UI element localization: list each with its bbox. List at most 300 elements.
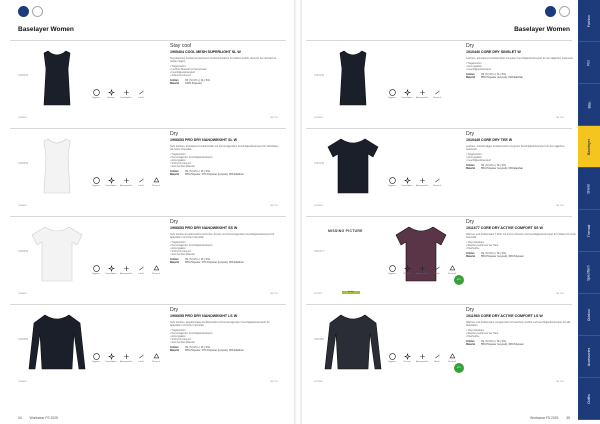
spec-label: Größen: [466, 252, 475, 256]
feature-list: [170, 329, 280, 344]
product-description: Sehr leichtes Funktionsshirt mit kurzen Ärmeln und hervorragendem Feuchtigkeitstransport für Aktivitäten mit hoher Intensität.: [170, 233, 275, 240]
feature-icons: [386, 265, 458, 275]
feature-icon-label: Leicht: [138, 97, 144, 99]
feature-icon-label: Hygiene: [388, 273, 396, 275]
section-title: Baselayer Women: [18, 26, 74, 33]
feature-item: • Atmungsaktiv: [170, 335, 280, 338]
edition-label: Workwear FS 2025: [29, 416, 58, 420]
material-value: 48% Polyester, 37% Polyester (recycelt), 15% Elasthan: [185, 261, 244, 265]
product-info: [466, 219, 576, 258]
feature-icon-item: [135, 265, 147, 275]
feature-icon-label: Recycelt: [433, 185, 441, 187]
product-image: [324, 135, 382, 197]
feature-item: • Schnell trocknend: [170, 250, 280, 253]
size-values: XS | S | M | L | XL | XXL: [185, 346, 211, 350]
size-values: XS | S | M | L | XL | XXL: [185, 170, 211, 174]
spec-label: Material: [170, 261, 180, 265]
feature-icon-item: [105, 177, 117, 187]
spec-label: Material: [466, 76, 476, 80]
product-category: Dry: [170, 307, 179, 313]
missing-picture-label: MISSING PICTURE: [328, 229, 363, 233]
left-footer: [18, 416, 58, 420]
feature-icon-item: [431, 265, 443, 275]
material-value: 85% Polyester (recycelt), 15% Elasthan: [481, 76, 523, 80]
feature-icon-label: Weich: [434, 361, 440, 363]
spec-label: Material: [466, 343, 476, 347]
spec-material: [170, 82, 280, 85]
spec-label: Material: [170, 82, 180, 86]
feature-icon-label: Leicht: [138, 361, 144, 363]
feature-icon-item: [431, 177, 443, 187]
feature-item: • Atmungsaktiv: [170, 159, 280, 162]
feature-item: • Weiches Gefühl auf der Haut: [466, 244, 576, 247]
book-gutter: [294, 0, 302, 424]
feature-icon-item: [90, 177, 102, 187]
feature-icon: [123, 265, 130, 272]
feature-icon-item: [386, 265, 398, 275]
spec-label: Größen: [466, 340, 475, 344]
feature-item: • Hervorragender Feuchtigkeitstransport: [170, 332, 280, 335]
product-card: [10, 128, 286, 213]
feature-list: [170, 153, 280, 168]
product-code-name: 1906655 PRO DRY NANOWEIGHT LS W: [170, 314, 238, 318]
product-code-name: 1906653 PRO DRY NANOWEIGHT SL W: [170, 138, 238, 142]
feature-icon-item: [416, 353, 428, 363]
feature-icons: [90, 265, 162, 275]
feature-icon: [419, 265, 426, 272]
product-card: [306, 304, 572, 389]
feature-item: • Flachnähte: [466, 247, 576, 250]
product-card: [306, 40, 572, 125]
spec-material: [466, 76, 576, 79]
feature-item: • Atmungsaktiv: [170, 247, 280, 250]
feature-item: • Schnell trocknend: [170, 74, 280, 77]
section-title: Baselayer Women: [514, 26, 570, 33]
feature-icon-item: [150, 353, 162, 363]
feature-icon-item: [416, 89, 428, 99]
spec-material: [466, 167, 576, 170]
feature-icon: [123, 177, 130, 184]
left-page-header: [18, 6, 286, 36]
feature-list: [466, 241, 576, 250]
tab-label: Thermal: [587, 224, 591, 237]
spec-label: Material: [466, 255, 476, 259]
product-card: [306, 128, 572, 213]
product-image: [324, 47, 382, 109]
spec-material: [466, 255, 576, 258]
spec-label: Größen: [170, 346, 179, 350]
image-label: 1906653: [18, 250, 29, 253]
color-variant-bar: Farben: [342, 291, 360, 294]
feature-icon-label: Hygiene: [388, 185, 396, 187]
feature-icon-label: Recycelt: [433, 97, 441, 99]
feature-item: • Tragekomfort: [170, 329, 280, 332]
material-value: 100% Polyester: [185, 82, 202, 86]
feature-icon: [419, 353, 426, 360]
size-values: XS | S | M | L | XL | XXL: [481, 340, 507, 344]
left-page: [0, 0, 294, 424]
product-category: Dry: [466, 307, 475, 313]
feature-icon: [108, 177, 115, 184]
image-label: 1910445: [314, 162, 325, 165]
product-category: Dry: [170, 131, 179, 137]
spec-material: [170, 261, 280, 264]
feature-icon-label: Feuchtigkeit: [105, 361, 117, 363]
image-label: 1911677: [314, 250, 324, 253]
item-number: 1911677: [314, 293, 323, 295]
feature-icon: [389, 177, 396, 184]
spec-label: Größen: [170, 79, 179, 83]
feature-icon: [123, 353, 130, 360]
feature-icon: [123, 89, 130, 96]
page-code: B4 79 0: [556, 381, 564, 383]
size-values: XS | S | M | L | XL | XXL: [481, 252, 507, 256]
material-value: 48% Polyester, 37% Polyester (recycelt), 15% Elasthan: [185, 173, 244, 177]
feature-icons: [90, 89, 147, 99]
feature-icon-label: Atmungsaktiv: [416, 97, 429, 99]
right-footer: [530, 416, 570, 420]
product-code-name: 1910445 CORE DRY TEE W: [466, 138, 513, 142]
feature-icon-label: Leicht: [138, 273, 144, 275]
feature-item: • Schnell trocknend: [170, 338, 280, 341]
feature-icon-label: Hygiene: [92, 273, 100, 275]
tab-spezifisch[interactable]: [578, 252, 600, 294]
product-category: Dry: [466, 219, 475, 225]
feature-icon-item: [401, 177, 413, 187]
image-label: 1906655: [18, 338, 29, 341]
feature-icon-label: Recycelt: [152, 361, 160, 363]
feature-icon-item: [90, 89, 102, 99]
product-description: Sehr leichtes, ärmelloses Funktionsshirt mit hervorragendem Feuchtigkeitstransport für Aktivitäten mit hoher Intensität.: [170, 145, 279, 152]
tab-label: Shield: [587, 183, 591, 194]
product-card: [10, 216, 286, 301]
feature-icon: [138, 353, 145, 360]
product-description: Leichtes, kurzärmeliges Funktionsshirt mit gutem Feuchtigkeitstransport für den täglichen Gebrauch.: [466, 145, 565, 152]
partner-logo-icon: [559, 6, 570, 17]
feature-icon-item: [105, 89, 117, 99]
edition-label: Workwear FS 2025: [530, 416, 559, 420]
feature-icon: [138, 265, 145, 272]
product-description: Warmes und funktionales Langarmshirt mit weichem Gefühl und Feuchtigkeitstransport für alle Aktivitäten.: [466, 321, 571, 328]
feature-icon-label: Feuchtigkeit: [120, 97, 132, 99]
feature-icon-label: Hygiene: [388, 361, 396, 363]
feature-icon-item: [431, 353, 443, 363]
product-image: [28, 47, 86, 109]
product-code-name: 1910446 CORE DRY SINGLET W: [466, 50, 521, 54]
feature-icon-item: [431, 89, 443, 99]
feature-icon-label: Hygiene: [92, 361, 100, 363]
feature-icon-label: Thermal: [403, 273, 411, 275]
feature-icon-label: Thermal: [403, 361, 411, 363]
feature-icon-label: Feuchtigkeit: [401, 185, 413, 187]
page-code: B4 79 0: [556, 205, 564, 207]
feature-icon-item: [120, 177, 132, 187]
feature-icon-label: Recycelt: [448, 273, 456, 275]
feature-icon: [108, 353, 115, 360]
feature-icon: [153, 177, 160, 184]
feature-icon: [93, 177, 100, 184]
product-info: [170, 43, 280, 85]
product-info: [466, 307, 576, 346]
spec-label: Größen: [170, 170, 179, 174]
feature-list: [466, 153, 576, 162]
brand-logos: [18, 6, 43, 17]
feature-icon-label: Weich: [434, 273, 440, 275]
feature-icon-item: [150, 265, 162, 275]
tab-label: Baselayer: [587, 138, 591, 155]
feature-icon: [404, 353, 411, 360]
page-code: B4 79 0: [270, 381, 278, 383]
feature-icon-item: [105, 353, 117, 363]
feature-icon: [138, 89, 145, 96]
feature-icon: [434, 177, 441, 184]
feature-icon-item: [401, 89, 413, 99]
partner-logo-icon: [32, 6, 43, 17]
feature-icon-item: [120, 353, 132, 363]
feature-icon-label: Hygiene: [92, 97, 100, 99]
feature-list: [170, 65, 280, 77]
size-values: XS | S | M | L | XL | XXL: [185, 79, 211, 83]
feature-icon-label: Atmungsaktiv: [416, 185, 429, 187]
product-code-name: 1906653 PRO DRY NANOWEIGHT SS W: [170, 226, 238, 230]
spec-label: Material: [170, 173, 180, 177]
material-value: 55% Polyester (recycelt), 45% Polyester: [481, 255, 524, 259]
product-description: Superleichtes Funktionsunterhemd mit Netzeinsätzen für kühles Gefühl, ideal für den Einsatz an heißen Tagen.: [170, 57, 277, 64]
tab-thermal[interactable]: [578, 210, 600, 252]
product-category: Dry: [466, 131, 475, 137]
feature-icon-label: Atmungsaktiv: [120, 361, 133, 363]
feature-icon: [153, 353, 160, 360]
feature-item: • Leichtes Material mit Netzeinsatz: [170, 68, 280, 71]
feature-item: • Hervorragender Feuchtigkeitstransport: [170, 244, 280, 247]
feature-icons: [386, 353, 458, 363]
feature-icons: [386, 177, 443, 187]
feature-list: [466, 329, 576, 338]
feature-icon-item: [386, 353, 398, 363]
item-number: 1910446: [314, 117, 323, 119]
product-card: [10, 40, 286, 125]
product-code-name: 1911677 CORE DRY ACTIVE COMFORT SS W: [466, 226, 543, 230]
feature-icon: [93, 89, 100, 96]
tab-label: Blau: [586, 101, 591, 108]
feature-item: • Atmungsaktiv: [466, 65, 576, 68]
feature-icon-label: Leicht: [138, 185, 144, 187]
feature-item: • Sehr leichtes Material: [170, 253, 280, 256]
feature-icon-item: [386, 89, 398, 99]
spec-label: Größen: [170, 258, 179, 262]
feature-icon: [404, 89, 411, 96]
right-page: [302, 0, 578, 424]
feature-icon: [404, 265, 411, 272]
feature-icons: [90, 353, 162, 363]
tab-outfits[interactable]: [578, 378, 600, 420]
spec-label: Material: [170, 349, 180, 353]
feature-icon: [449, 265, 456, 272]
page-number: 35: [566, 416, 570, 420]
feature-item: • Schnell trocknend: [170, 162, 280, 165]
product-info: [466, 131, 576, 170]
feature-icon: [419, 177, 426, 184]
tab-label: Outfits: [587, 393, 591, 404]
feature-icon-label: Feuchtigkeit: [105, 185, 117, 187]
product-description: Sehr leichtes, langärmeliges Funktionsshirt mit hervorragendem Feuchtigkeitstransport für Aktivitäten mit hoher Intensität.: [170, 321, 270, 328]
product-category: Dry: [466, 43, 475, 49]
feature-icon: [419, 89, 426, 96]
feature-icon-item: [120, 265, 132, 275]
material-value: 48% Polyester, 37% Polyester (recycelt), 15% Elasthan: [185, 349, 244, 353]
tab-fashion[interactable]: [578, 0, 600, 42]
product-info: [466, 43, 576, 79]
feature-icon: [449, 353, 456, 360]
feature-icon: [108, 265, 115, 272]
feature-item: • Thermofunktion: [466, 329, 576, 332]
image-label: 1906653: [18, 162, 29, 165]
feature-icon-label: Hygiene: [388, 97, 396, 99]
item-number: 1906655: [18, 381, 27, 383]
feature-icon-item: [135, 177, 147, 187]
product-code-name: 1911560 CORE DRY ACTIVE COMFORT LS W: [466, 314, 543, 318]
feature-icon: [93, 353, 100, 360]
feature-icon-label: Atmungsaktiv: [120, 273, 133, 275]
spec-label: Größen: [466, 73, 475, 77]
feature-item: • Sehr leichtes Material: [170, 341, 280, 344]
feature-icon: [389, 265, 396, 272]
product-description: Leichtes, ärmelloses Funktionsshirt mit gutem Feuchtigkeitstransport für den täglichen Gebrauch.: [466, 57, 574, 60]
product-image: [324, 311, 382, 373]
size-values: XS | S | M | L | XL | XXL: [481, 164, 507, 168]
spec-material: [170, 349, 280, 352]
image-label: 1905404: [18, 74, 29, 77]
feature-icon-label: Recycelt: [152, 185, 160, 187]
product-image: [28, 223, 86, 285]
feature-icon: [404, 177, 411, 184]
eco-badge: ECO: [454, 275, 464, 285]
page-code: B4 79 0: [270, 205, 278, 207]
tab-rot[interactable]: [578, 42, 600, 84]
spec-material: [466, 343, 576, 346]
feature-icon-label: Feuchtigkeit: [105, 273, 117, 275]
brand-logos: [545, 6, 570, 17]
feature-icon-item: [135, 353, 147, 363]
tab-label: Fashion: [586, 14, 591, 27]
feature-icon: [434, 353, 441, 360]
product-image: [28, 311, 86, 373]
feature-item: • Feuchtigkeitstransport: [466, 68, 576, 71]
item-number: 1910445: [314, 205, 323, 207]
material-value: 85% Polyester (recycelt), 15% Elasthan: [481, 167, 523, 171]
feature-list: [170, 241, 280, 256]
feature-icon-item: [120, 89, 132, 99]
product-image: [392, 223, 450, 285]
image-label: 1910446: [314, 74, 325, 77]
feature-icon-item: [150, 177, 162, 187]
feature-icon-item: [386, 177, 398, 187]
feature-icon-label: Hygiene: [92, 185, 100, 187]
feature-icon-item: [90, 353, 102, 363]
product-description: Warmes und funktionales T-Shirt mit kurzen Ärmeln und Feuchtigkeitstransport für mittlere bis hohe Intensität.: [466, 233, 576, 240]
material-value: 55% Polyester (recycelt), 45% Polyester: [481, 343, 524, 347]
spec-label: Material: [466, 167, 476, 171]
feature-item: • Thermofunktion: [466, 241, 576, 244]
feature-icon-label: Atmungsaktiv: [416, 273, 429, 275]
feature-icon: [434, 89, 441, 96]
product-code-name: 1905404 COOL MESH SUPERLIGHT SL W: [170, 50, 241, 54]
tab-label: Outdoor: [586, 308, 591, 321]
feature-icon-item: [446, 353, 458, 363]
tab-label: Rot: [587, 59, 591, 66]
feature-item: • Feuchtigkeitstransport: [170, 71, 280, 74]
feature-icon-label: Atmungsaktiv: [120, 185, 133, 187]
eco-badge: ECO: [454, 363, 464, 373]
tab-blau[interactable]: [578, 84, 600, 126]
item-number: 1905404: [18, 117, 27, 119]
tab-baselayer[interactable]: [578, 126, 600, 168]
feature-icons: [90, 177, 162, 187]
product-card: [10, 304, 286, 389]
right-page-header: [320, 6, 570, 36]
product-category: Dry: [170, 219, 179, 225]
feature-icon-item: [416, 265, 428, 275]
feature-icon: [389, 89, 396, 96]
feature-icon: [93, 265, 100, 272]
feature-icon-item: [401, 353, 413, 363]
size-values: XS | S | M | L | XL | XXL: [185, 258, 211, 262]
feature-icon-label: Recycelt: [152, 273, 160, 275]
feature-icon: [153, 265, 160, 272]
image-label: 1911560: [314, 338, 324, 341]
tab-label: Accessories: [587, 347, 591, 366]
feature-icon-item: [90, 265, 102, 275]
feature-icon-label: Atmungsaktiv: [416, 361, 429, 363]
brand-logo-icon: [18, 6, 29, 17]
feature-item: • Tragekomfort: [170, 65, 280, 68]
feature-list: [466, 62, 576, 71]
feature-icon-item: [416, 177, 428, 187]
page-code: B4 79 0: [270, 117, 278, 119]
feature-icon: [389, 353, 396, 360]
product-info: [170, 219, 280, 264]
feature-icon-label: Recycelt: [448, 361, 456, 363]
feature-item: • Tragekomfort: [170, 153, 280, 156]
page-number: 34: [18, 416, 22, 420]
item-number: 1906653: [18, 293, 27, 295]
product-info: [170, 307, 280, 352]
tab-accessories[interactable]: [578, 336, 600, 378]
product-image: [28, 135, 86, 197]
feature-icon-item: [105, 265, 117, 275]
feature-item: • Weiches Gefühl auf der Haut: [466, 332, 576, 335]
size-values: XS | S | M | L | XL | XXL: [481, 73, 507, 77]
spec-material: [170, 173, 280, 176]
feature-item: • Flachnähte: [466, 335, 576, 338]
tab-outdoor[interactable]: [578, 294, 600, 336]
tab-shield[interactable]: [578, 168, 600, 210]
feature-item: • Tragekomfort: [170, 241, 280, 244]
feature-item: • Feuchtigkeitstransport: [466, 159, 576, 162]
brand-logo-icon: [545, 6, 556, 17]
feature-icon-item: [135, 89, 147, 99]
item-number: 1911560: [314, 381, 323, 383]
feature-item: • Tragekomfort: [466, 62, 576, 65]
feature-item: • Hervorragender Feuchtigkeitstransport: [170, 156, 280, 159]
page-code: B4 79 0: [556, 293, 564, 295]
feature-item: • Tragekomfort: [466, 153, 576, 156]
category-tab-strip: [578, 0, 600, 424]
feature-icon-item: [401, 265, 413, 275]
feature-item: • Sehr leichtes Material: [170, 165, 280, 168]
feature-icon: [138, 177, 145, 184]
item-number: 1906653: [18, 205, 27, 207]
